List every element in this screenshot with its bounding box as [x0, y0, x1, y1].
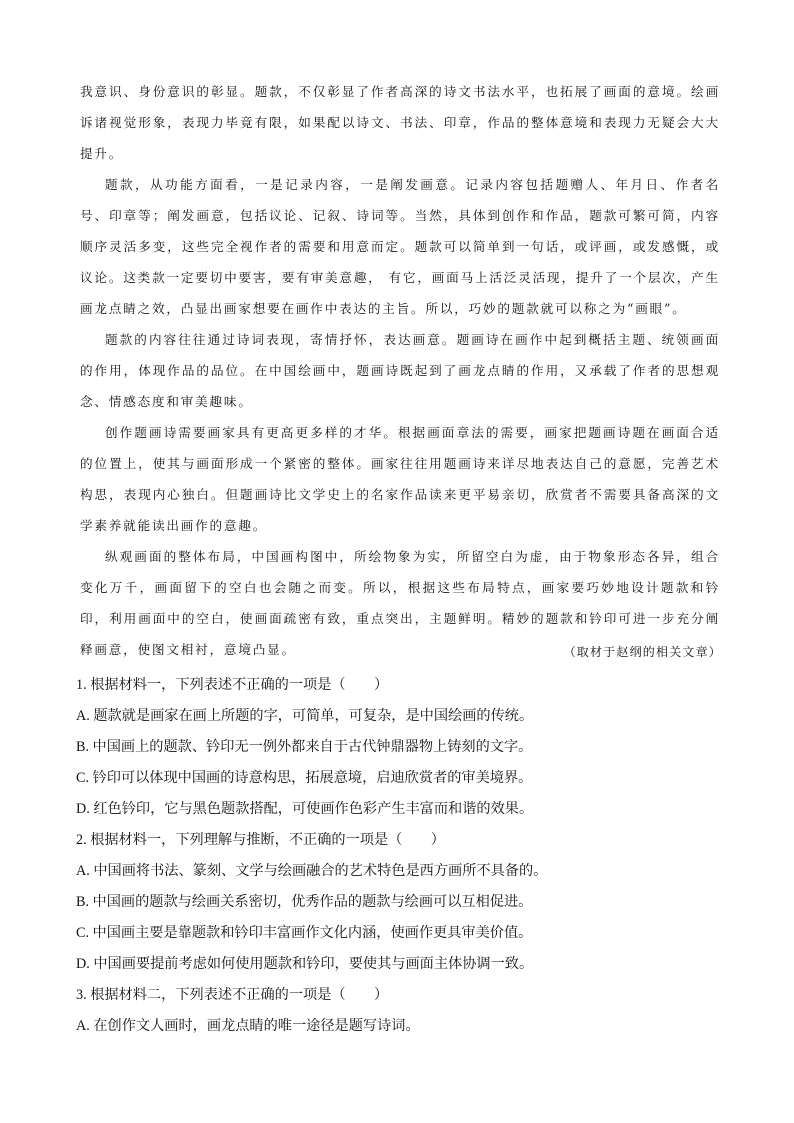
reading-passage: [80, 76, 720, 665]
answer-option: D. 红色钤印，它与黑色题款搭配，可使画作色彩产生丰富而和谐的效果。: [76, 801, 534, 817]
answer-option: A. 题款就是画家在画上所题的字，可简单，可复杂，是中国绘画的传统。: [76, 708, 534, 724]
answer-option: B. 中国画上的题款、钤印无一例外都来自于古代钟鼎器物上铸刻的文字。: [76, 739, 533, 755]
question-stem: 1. 根据材料一，下列表述不正确的一项是（ ）: [76, 677, 389, 693]
source-attribution: （取材于赵纲的相关文章）: [563, 645, 722, 659]
answer-option: A. 在创作文人画时，画龙点睛的唯一途径是题写诗词。: [76, 1018, 420, 1034]
answer-option: D. 中国画要提前考虑如何使用题款和钤印，要使其与画面主体协调一致。: [76, 956, 534, 972]
answer-option: B. 中国画的题款与绘画关系密切，优秀作品的题款与绘画可以互相促进。: [76, 894, 533, 910]
answer-option: C. 钤印可以体现中国画的诗意构思，拓展意境，启迪欣赏者的审美境界。: [76, 770, 533, 786]
passage-paragraph: 题款的内容往往通过诗词表现，寄情抒怀，表达画意。题画诗在画作中起到概括主题、统领画面的作用，体现作品的品位。在中国绘画中，题画诗既起到了画龙点睛的作用，又承载了作者的思想观念、情感态度和审美趣味。: [80, 332, 720, 409]
answer-option: A. 中国画将书法、篆刻、文学与绘画融合的艺术特色是西方画所不具备的。: [76, 863, 548, 879]
passage-paragraph: 题款，从功能方面看，一是记录内容，一是阐发画意。记录内容包括题赠人、年月日、作者名号、印章等；阐发画意，包括议论、记叙、诗词等。当然，具体到创作和作品，题款可繁可简，内容顺序灵活多变，这些完全视作者的需要和用意而定。题款可以简单到一句话，或评画，或发感慨，或议论。这类款一定要切中要害，要有审美意趣， 有它，画面马上活泛灵活现，提升了一个层次，产生画龙点睛之效，凸显出画家想要在画作中表达的主旨。所以，巧妙的题款就可以称之为“画眼”。: [80, 177, 720, 316]
question-list: [76, 670, 736, 1042]
question-stem: 3. 根据材料二，下列表述不正确的一项是（ ）: [76, 987, 389, 1003]
question-stem: 2. 根据材料一，下列理解与推断，不正确的一项是（ ）: [76, 832, 445, 848]
passage-paragraph: 纵观画面的整体布局，中国画构图中，所绘物象为实，所留空白为虚，由于物象形态各异，组合变化万千，画面留下的空白也会随之而变。所以，根据这些布局特点，画家要巧妙地设计题款和钤印，利用画面中的空白，使画面疏密有致，重点突出，主题鲜明。精妙的题款和钤印可进一步充分阐释画意，使图文相衬，意境凸显。: [80, 549, 720, 657]
passage-paragraph: 我意识、身份意识的彰显。题款，不仅彰显了作者高深的诗文书法水平，也拓展了画面的意境。绘画诉诸视觉形象，表现力毕竟有限，如果配以诗文、书法、印章，作品的整体意境和表现力无疑会大大提升。: [80, 84, 720, 161]
answer-option: C. 中国画主要是靠题款和钤印丰富画作文化内涵，使画作更具审美价值。: [76, 925, 533, 941]
passage-paragraph: 创作题画诗需要画家具有更高更多样的才华。根据画面章法的需要，画家把题画诗题在画面合适的位置上，使其与画面形成一个紧密的整体。画家往往用题画诗来详尽地表达自己的意愿，完善艺术构思，表现内心独白。但题画诗比文学史上的名家作品读来更平易亲切，欣赏者不需要具备高深的文学素养就能读出画作的意趣。: [80, 425, 720, 533]
